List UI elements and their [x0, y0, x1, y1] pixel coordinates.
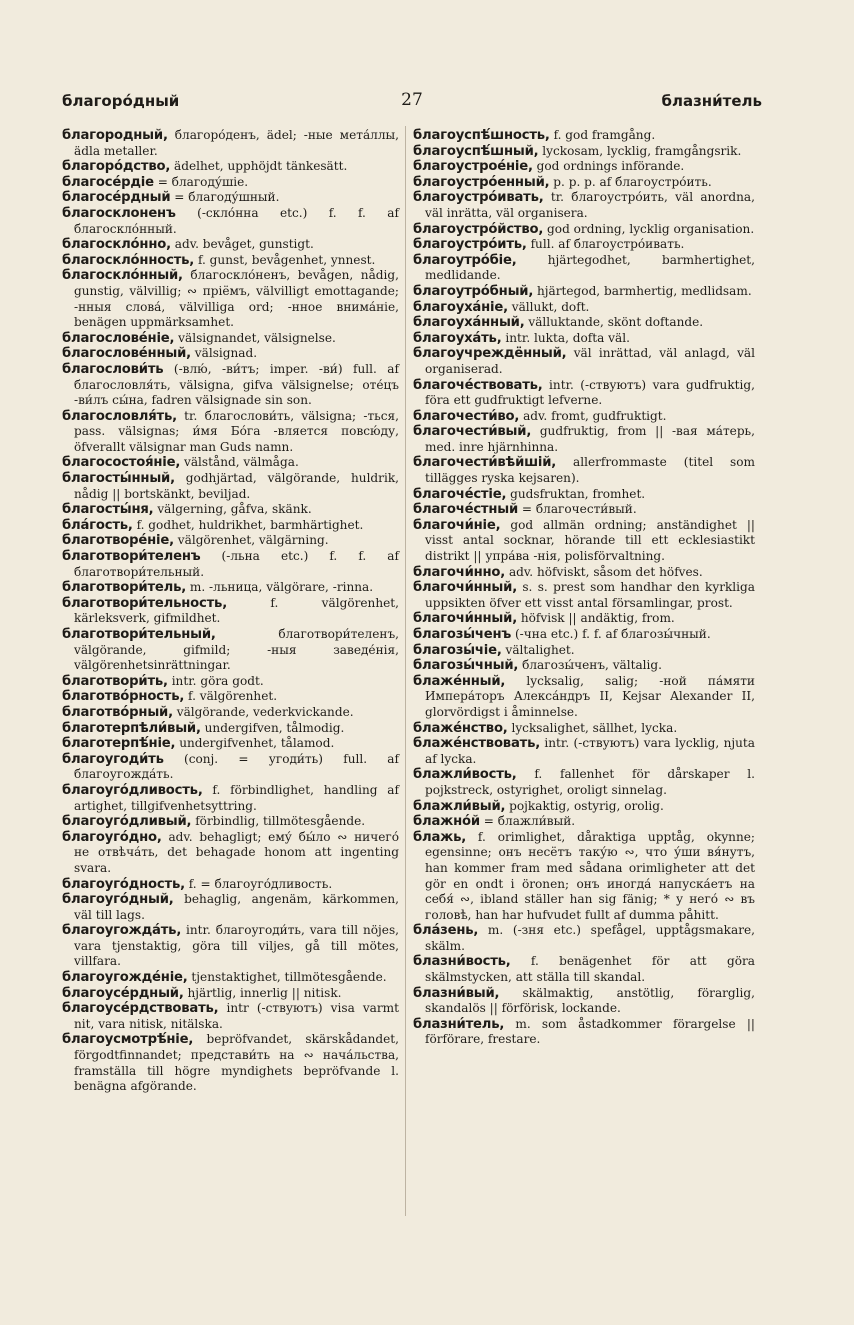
entry-definition: f. gunst, bevågenhet, ynnest.	[194, 252, 376, 267]
entry-definition: pojkaktig, ostyrig, orolig.	[505, 798, 664, 813]
entry-definition: (-чна etc.) f. f. af благозы́чный.	[511, 627, 711, 641]
dictionary-entry	[413, 144, 755, 160]
entry-headword: благотвори́тельный,	[62, 627, 216, 642]
entry-definition: = благоду́шный.	[170, 190, 280, 205]
entry-headword: благочести́вѣйшій,	[413, 455, 557, 471]
entry-headword: благотвори́тельность,	[62, 595, 228, 611]
dictionary-entry	[413, 767, 755, 798]
entry-definition: m. (-зня etc.) spefågel, upptågsmakare, skälm.	[425, 923, 755, 953]
dictionary-entry	[413, 986, 755, 1017]
entry-headword: благоскло́нный,	[62, 268, 183, 284]
dictionary-entry	[413, 190, 755, 221]
entry-headword: благоскло́нно,	[62, 237, 171, 253]
dictionary-entry	[413, 736, 755, 767]
dictionary-entry	[62, 159, 399, 175]
entry-headword: благоугоди́ть	[62, 751, 164, 767]
entry-definition: f. orimlighet, dåraktiga upptåg, okynne; egensinne; онъ несётъ таку́ю ∾, что у́ши вя́нутъ, han kommer fram med sådana orimligheter att det gör en ondt i öronen; онъ иногда́ напуска́етъ на себя́ ∾, ibland ställer han sig fänig; * у него́ ∾ въ головѣ, han har hufvudet fullt af dumma påhitt.	[425, 829, 755, 922]
entry-headword: блазни́вый,	[413, 985, 500, 1001]
dictionary-entry	[413, 674, 755, 721]
entry-headword: благосты́ня,	[62, 502, 154, 518]
entry-definition: höfvisk || andäktig, from.	[517, 611, 675, 626]
dictionary-entry	[62, 455, 399, 471]
entry-definition: f. välgörenhet, kärleksverk, gifmildhet.	[74, 595, 399, 626]
dictionary-entry	[413, 954, 755, 985]
entry-definition: lyckosam, lycklig, framgångsrik.	[538, 143, 742, 158]
entry-definition: tr. благослови́ть, välsigna; -ться, pass. välsignas; и́мя Бо́га -вляется повсю́ду, öfverallt välsignar man Guds namn.	[74, 408, 399, 454]
dictionary-entry	[413, 175, 755, 191]
entry-definition: f. välgörenhet.	[184, 689, 278, 704]
entry-headword: благотерпѣ́ніе,	[62, 736, 176, 752]
entry-headword: благоусе́рдствовать,	[62, 1001, 219, 1017]
dictionary-entry	[62, 237, 399, 253]
dictionary-entry	[413, 222, 755, 238]
entry-definition: adv. höfviskt, såsom det höfves.	[505, 564, 703, 579]
entry-definition: välgerning, gåfva, skänk.	[153, 502, 312, 517]
entry-definition: godhjärtad, välgörande, huldrik, nådig || bortskänkt, beviljad.	[74, 471, 399, 501]
entry-definition: skälmaktig, anstötlig, förarglig, skandalös || förförisk, lockande.	[425, 985, 755, 1016]
dictionary-entry	[413, 378, 755, 409]
entry-definition: m. som åstadkommer förargelse || förförare, frestare.	[425, 1016, 755, 1047]
dictionary-entry	[413, 658, 755, 674]
entry-headword: благоугожда́ть,	[62, 923, 182, 939]
dictionary-entry	[413, 643, 755, 659]
dictionary-entry	[413, 1017, 755, 1048]
entry-headword: благоуха́нный,	[413, 315, 525, 331]
entry-headword: благочи́нно,	[413, 564, 506, 580]
entry-headword: благочи́нный,	[413, 580, 518, 596]
entry-headword: благоуго́дливость,	[62, 782, 203, 798]
entry-definition: = благоду́шіе.	[153, 174, 249, 189]
dictionary-entry	[413, 159, 755, 175]
entry-headword: благоуспѣ́шный,	[413, 143, 539, 159]
dictionary-entry	[62, 627, 399, 674]
entry-definition: välgörenhet, välgärning.	[173, 533, 329, 548]
entry-definition: f. fallenhet för dårskaper l. pojkstreck, ostyrighet, oroligt sinnelag.	[425, 767, 755, 797]
entry-definition: s. s. prest som handhar den kyrkliga uppsikten öfver ett visst antal församlingar, prost.	[425, 580, 755, 610]
entry-definition: god allmän ordning; anständighet || visst antal socknar, hörande till ett ecklesiastikt distrikt || упра́ва -нія, polisförvaltning.	[425, 517, 755, 564]
entry-definition: благотвори́теленъ, välgörande, gifmild; -ныя заведе́нія, välgörenhetsinrättningar.	[74, 627, 399, 673]
entry-headword: блазни́тель,	[413, 1016, 505, 1032]
entry-headword: блаже́нство,	[413, 720, 508, 736]
entry-headword: бла́гость,	[62, 517, 133, 533]
entry-headword: благоскло́нность,	[62, 252, 195, 268]
entry-definition: (-влю́, -ви́тъ; imper. -ви́) full. af благословля́ть, välsigna, gifva välsignelse; оте́цъ -ви́лъ сы́на, fadren välsignade sin son.	[74, 361, 399, 408]
entry-definition: hjärtlig, innerlig || nitisk.	[183, 985, 342, 1000]
entry-definition: undergifven, tålmodig.	[200, 720, 345, 735]
dictionary-entry	[413, 237, 755, 253]
right-column	[413, 128, 755, 1048]
dictionary-entry	[62, 175, 399, 191]
entry-definition: = блажли́вый.	[479, 814, 576, 829]
dictionary-entry	[62, 533, 399, 549]
entry-definition: välluktande, skönt doftande.	[524, 315, 704, 330]
dictionary-entry	[62, 549, 399, 580]
entry-headword: блажли́вый,	[413, 798, 506, 814]
entry-headword: благозы́чный,	[413, 658, 519, 674]
entry-headword: благоутро́бный,	[413, 283, 534, 299]
dictionary-entry	[413, 611, 755, 627]
dictionary-entry	[413, 487, 755, 503]
entry-headword: благоусмотрѣ́ніе,	[62, 1032, 194, 1048]
dictionary-entry	[62, 970, 399, 986]
dictionary-entry	[62, 596, 399, 627]
dictionary-entry	[62, 206, 399, 237]
entry-headword: благочести́во,	[413, 408, 520, 424]
dictionary-entry	[413, 627, 755, 643]
dictionary-entry	[62, 253, 399, 269]
entry-definition: (-скло́нна etc.) f. f. af благоскло́нный.	[74, 205, 399, 236]
entry-headword: благотвори́ть,	[62, 673, 168, 689]
entry-headword: благочи́ніе,	[413, 517, 501, 533]
entry-definition: f. förbindlighet, handling af artighet, tillgifvenhetsyttring.	[74, 782, 399, 813]
dictionary-entry	[413, 721, 755, 737]
entry-definition: väl inrättad, väl anlagd, väl organiserad.	[425, 346, 755, 376]
entry-headword: благоусе́рдный,	[62, 985, 184, 1001]
column-divider	[405, 126, 406, 1216]
header-right-guideword: блазни́тель	[661, 92, 762, 110]
entry-headword: благоугожде́ніе,	[62, 970, 188, 986]
dictionary-entry	[413, 300, 755, 316]
entry-headword: благоуспѣ́шность,	[413, 128, 550, 143]
entry-headword: благоуго́дно,	[62, 829, 162, 845]
entry-definition: благозы́ченъ, vältalig.	[518, 658, 663, 673]
entry-headword: благоустро́ить,	[413, 237, 527, 253]
entry-definition: välgörande, vederkvickande.	[172, 704, 354, 719]
entry-headword: благоуго́дность,	[62, 876, 185, 892]
dictionary-entry	[62, 331, 399, 347]
dictionary-entry	[413, 580, 755, 611]
dictionary-entry	[62, 580, 399, 596]
entry-headword: благослове́ніе,	[62, 330, 175, 346]
dictionary-entry	[413, 565, 755, 581]
dictionary-entry	[62, 783, 399, 814]
entry-headword: благородный,	[62, 128, 168, 143]
entry-headword: благословля́ть,	[62, 408, 177, 424]
entry-headword: благозы́ченъ	[413, 627, 512, 642]
entry-definition: p. p. p. af благоустро́ить.	[549, 174, 712, 189]
dictionary-entry	[413, 331, 755, 347]
entry-headword: благоуха́ть,	[413, 330, 502, 346]
entry-definition: intr. göra godt.	[167, 673, 264, 688]
entry-headword: благотерпѣли́вый,	[62, 720, 201, 736]
entry-definition: vältalighet.	[501, 642, 575, 657]
entry-headword: благослови́ть	[62, 361, 164, 377]
dictionary-entry	[413, 315, 755, 331]
dictionary-entry	[413, 502, 755, 518]
entry-headword: блажно́й	[413, 814, 480, 830]
entry-headword: благотвори́тель,	[62, 580, 187, 596]
entry-definition: f. god framgång.	[549, 128, 656, 142]
entry-headword: благоустрое́ніе,	[413, 159, 533, 175]
entry-headword: благочести́вый,	[413, 424, 532, 440]
dictionary-entry	[413, 284, 755, 300]
header-left-guideword: благоро́дный	[62, 92, 180, 110]
dictionary-entry	[413, 424, 755, 455]
entry-headword: бла́зень,	[413, 923, 479, 939]
entry-headword: благотво́рность,	[62, 689, 185, 705]
entry-headword: благосты́нный,	[62, 471, 175, 487]
dictionary-entry	[62, 721, 399, 737]
left-column	[62, 128, 399, 1095]
dictionary-entry	[62, 502, 399, 518]
entry-headword: блаже́нствовать,	[413, 736, 541, 752]
entry-headword: благоуха́ніе,	[413, 299, 508, 315]
entry-definition: (conj. = угоди́ть) full. af благоугожда́ть.	[74, 751, 399, 782]
dictionary-entry	[62, 518, 399, 534]
entry-definition: lycksalighet, sällhet, lycka.	[507, 720, 678, 735]
dictionary-entry	[62, 923, 399, 970]
entry-definition: gudsfruktan, fromhet.	[506, 486, 646, 501]
entry-definition: intr. (-ствуютъ) vara gudfruktig, föra ett gudfruktigt lefverne.	[425, 377, 755, 408]
dictionary-entry	[62, 674, 399, 690]
dictionary-entry	[62, 986, 399, 1002]
page-header	[62, 88, 762, 118]
entry-headword: благоустро́ивать,	[413, 190, 544, 206]
dictionary-entry	[62, 830, 399, 877]
entry-definition: intr. (-ствуютъ) vara lycklig, njuta af lycka.	[425, 736, 755, 766]
entry-definition: hjärtegodhet, barmhertighet, medlidande.	[425, 252, 755, 283]
entry-definition: m. -льница, välgörare, -rinna.	[186, 580, 374, 595]
dictionary-entry	[413, 799, 755, 815]
dictionary-entry	[413, 409, 755, 425]
entry-headword: благотвори́теленъ	[62, 549, 201, 565]
entry-definition: = благочести́вый.	[518, 502, 637, 517]
dictionary-entry	[62, 814, 399, 830]
dictionary-entry	[413, 923, 755, 954]
dictionary-entry	[62, 409, 399, 456]
entry-definition: behaglig, angenäm, kärkommen, väl till lags.	[74, 892, 399, 922]
entry-headword: благосостоя́ніе,	[62, 455, 181, 471]
entry-definition: adv. behagligt; ему́ бы́ло ∾ ничего́ не отвѣча́ть, det behagade honom att ingenting svara.	[74, 829, 399, 875]
entry-definition: tr. благоустро́ить, väl anordna, väl inrätta, väl organisera.	[425, 190, 755, 220]
entry-headword: блажь,	[413, 829, 467, 845]
dictionary-entry	[62, 877, 399, 893]
entry-definition: благоро́денъ, ädel; -ные мета́ллы, ädla metaller.	[74, 128, 399, 158]
dictionary-entry	[413, 346, 755, 377]
entry-headword: блажли́вость,	[413, 767, 517, 783]
entry-definition: ädelhet, upphöjdt tänkesätt.	[170, 159, 348, 174]
dictionary-entry	[413, 814, 755, 830]
entry-headword: благоче́стный	[413, 502, 519, 518]
entry-headword: благотворе́ніе,	[62, 533, 174, 549]
entry-definition: adv. fromt, gudfruktigt.	[519, 408, 667, 423]
entry-definition: adv. bevåget, gunstigt.	[170, 237, 314, 252]
entry-headword: благоустро́енный,	[413, 174, 550, 190]
entry-headword: блазни́вость,	[413, 954, 511, 970]
entry-headword: благоустро́йство,	[413, 221, 544, 237]
dictionary-entry	[62, 471, 399, 502]
dictionary-entry	[413, 455, 755, 486]
entry-headword: благоче́ствовать,	[413, 377, 543, 393]
dictionary-entry	[62, 346, 399, 362]
entry-definition: intr (-ствуютъ) visa varmt nit, vara nitisk, nitälska.	[74, 1001, 399, 1031]
dictionary-entry	[62, 268, 399, 330]
entry-definition: gudfruktig, from || -вая ма́терь, med. inre hjärnhinna.	[425, 424, 755, 454]
entry-definition: f. benägenhet för att göra skälmstycken, att ställa till skandal.	[425, 954, 755, 985]
dictionary-entry	[62, 1032, 399, 1094]
entry-headword: благотво́рный,	[62, 704, 173, 720]
dictionary-entry	[62, 752, 399, 783]
dictionary-entry	[413, 518, 755, 565]
entry-headword: благозы́чіе,	[413, 642, 502, 658]
entry-definition: intr. lukta, dofta väl.	[501, 330, 630, 345]
dictionary-entry	[62, 689, 399, 705]
entry-definition: god ordnings införande.	[532, 159, 685, 174]
entry-definition: lycksalig, salig; -ной па́мяти Импера́торъ Алекса́ндръ II, Kejsar Alexander II, glorvördigst i åminnelse.	[425, 673, 755, 719]
dictionary-entry	[62, 736, 399, 752]
entry-headword: благоуго́дный,	[62, 892, 174, 908]
entry-definition: välstånd, välmåga.	[180, 455, 299, 470]
entry-headword: благоче́стіе,	[413, 486, 507, 502]
entry-definition: god ordning, lycklig organisation.	[543, 221, 755, 236]
dictionary-entry	[413, 830, 755, 924]
entry-headword: благосе́рдіе	[62, 174, 154, 190]
entry-definition: allerfrommaste (titel som tillägges ryska kejsaren).	[425, 455, 755, 486]
entry-definition: vällukt, doft.	[507, 299, 590, 314]
entry-definition: bepröfvandet, skärskådandet, förgodtfinnandet; представи́ть на ∾ нача́льства, framställa till högre myndighets bepröfvande l. benägna afgörande.	[74, 1032, 399, 1094]
entry-definition: (-льна etc.) f. f. af благотвори́тельный.	[74, 549, 399, 579]
page-number: 27	[401, 90, 423, 110]
entry-definition: благоскло́ненъ, bevågen, nådig, gunstig, välvillig; ∾ пріёмъ, välvilligt emottagande; -нныя слова́, välvilliga ord; -нное внима́ніе, benägen uppmärksamhet.	[74, 268, 399, 330]
dictionary-entry	[413, 253, 755, 284]
entry-headword: благоро́дство,	[62, 159, 171, 175]
entry-headword: блаже́нный,	[413, 673, 506, 689]
entry-headword: благоучреждённый,	[413, 346, 567, 362]
dictionary-entry	[62, 892, 399, 923]
entry-definition: intr. благоугоди́ть, vara till nöjes, vara tjenstaktig, göra till viljes, gå till mötes, villfara.	[74, 923, 399, 969]
entry-definition: full. af благоустро́ивать.	[526, 237, 685, 252]
entry-definition: välsignandet, välsignelse.	[174, 330, 336, 345]
entry-headword: благоуго́дливый,	[62, 814, 192, 830]
dictionary-entry	[62, 1001, 399, 1032]
entry-headword: благочи́нный,	[413, 611, 518, 627]
entry-headword: благоутро́біе,	[413, 252, 517, 268]
entry-definition: tjenstaktighet, tillmötesgående.	[187, 970, 387, 985]
entry-definition: f. = благоуго́дливость.	[184, 876, 333, 891]
entry-definition: undergifvenhet, tålamod.	[175, 736, 335, 751]
dictionary-entry	[62, 705, 399, 721]
entry-definition: välsignad.	[190, 346, 258, 361]
entry-definition: förbindlig, tillmötesgående.	[191, 814, 366, 829]
entry-headword: благосе́рдный	[62, 190, 171, 206]
dictionary-entry	[62, 128, 399, 159]
entry-headword: благосклоненъ	[62, 205, 176, 221]
entry-headword: благослове́нный,	[62, 346, 191, 362]
entry-definition: hjärtegod, barmhertig, medlidsam.	[533, 283, 752, 298]
dictionary-entry	[62, 362, 399, 409]
dictionary-entry	[413, 128, 755, 144]
dictionary-entry	[62, 190, 399, 206]
entry-definition: f. godhet, huldrikhet, barmhärtighet.	[132, 517, 364, 532]
